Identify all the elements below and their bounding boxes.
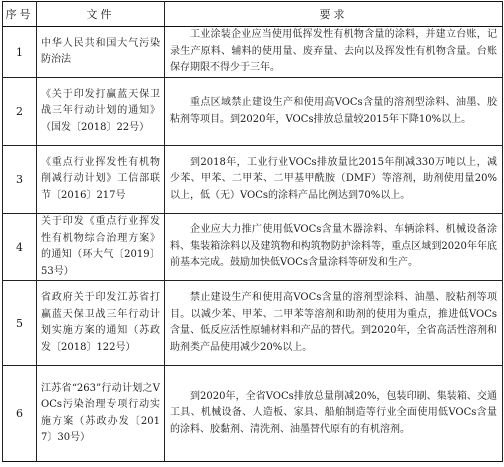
row-index: 1 <box>3 27 37 78</box>
row-index: 2 <box>3 78 37 146</box>
policy-requirements-table <box>2 1 503 462</box>
row-requirement: 到2018年，工业行业VOCs排放量比2015年削减330万吨以上，减少苯、甲苯、二甲苯、二甲基甲酰胺（DMF）等溶剂，助剂使用量20%以上，低（无）VOCs的涂料产品比例达到70%以上。 <box>165 146 503 214</box>
table-row <box>3 27 503 78</box>
table-row <box>3 214 503 281</box>
policy-table-container <box>2 1 502 465</box>
row-requirement: 到2020年，全省VOCs排放总量削减20%，包装印刷、集装箱、交通工具、机械设备、人造板、家具、船舶制造等行业全面使用低VOCs含量的涂料、胶黏剂、清洗剂、油墨替代原有的有机溶剂。 <box>165 366 503 462</box>
table-row <box>3 146 503 214</box>
row-requirement: 企业应大力推广使用低VOCs含量木器涂料、车辆涂料、机械设备涂料、集装箱涂料以及建筑物和构筑物防护涂料等，重点区域到2020年年底前基本完成。鼓励加快低VOCs含量涂料等研发和生产。 <box>165 214 503 281</box>
row-document: 《重点行业挥发性有机物削减行动计划》工信部联节〔2016〕217号 <box>37 146 165 214</box>
row-index: 6 <box>3 366 37 462</box>
row-index: 3 <box>3 146 37 214</box>
table-row <box>3 78 503 146</box>
table-row <box>3 366 503 462</box>
row-index: 4 <box>3 214 37 281</box>
row-document: 江苏省“263”行动计划之VOCs污染治理专项行动实施方案（苏政办发〔2017〕30号） <box>37 366 165 462</box>
header-index: 序号 <box>3 2 37 27</box>
row-requirement: 禁止建设生产和使用高VOCs含量的溶剂型涂料、油墨、胶粘剂等项目。以减少苯、甲苯、二甲苯等溶剂和助剂的使用为重点，推进低VOCs含量、低反应活性原辅材料和产品的替代。到2020年，全省高活性溶剂和助剂类产品使用减少20%以上。 <box>165 281 503 366</box>
row-document: 关于印发《重点行业挥发性有机物综合治理方案》的通知（环大气〔2019〕53号） <box>37 214 165 281</box>
row-requirement: 重点区域禁止建设生产和使用高VOCs含量的溶剂型涂料、油墨、胶粘剂等项目。到2020年，VOCs排放总量较2015年下降10%以上。 <box>165 78 503 146</box>
row-requirement: 工业涂装企业应当使用低挥发性有机物含量的涂料，并建立台账，记录生产原料、辅料的使用量、废弃量、去向以及挥发性有机物含量。台账保存期限不得少于三年。 <box>165 27 503 78</box>
table-header-row <box>3 2 503 27</box>
row-document: 中华人民共和国大气污染防治法 <box>37 27 165 78</box>
header-document: 文件 <box>37 2 165 27</box>
row-document: 《关于印发打赢蓝天保卫战三年行动计划的通知》（国发〔2018〕22号） <box>37 78 165 146</box>
header-requirement: 要求 <box>165 2 503 27</box>
row-document: 省政府关于印发江苏省打赢蓝天保卫战三年行动计划实施方案的通知（苏政发〔2018〕122号） <box>37 281 165 366</box>
table-row <box>3 281 503 366</box>
row-index: 5 <box>3 281 37 366</box>
